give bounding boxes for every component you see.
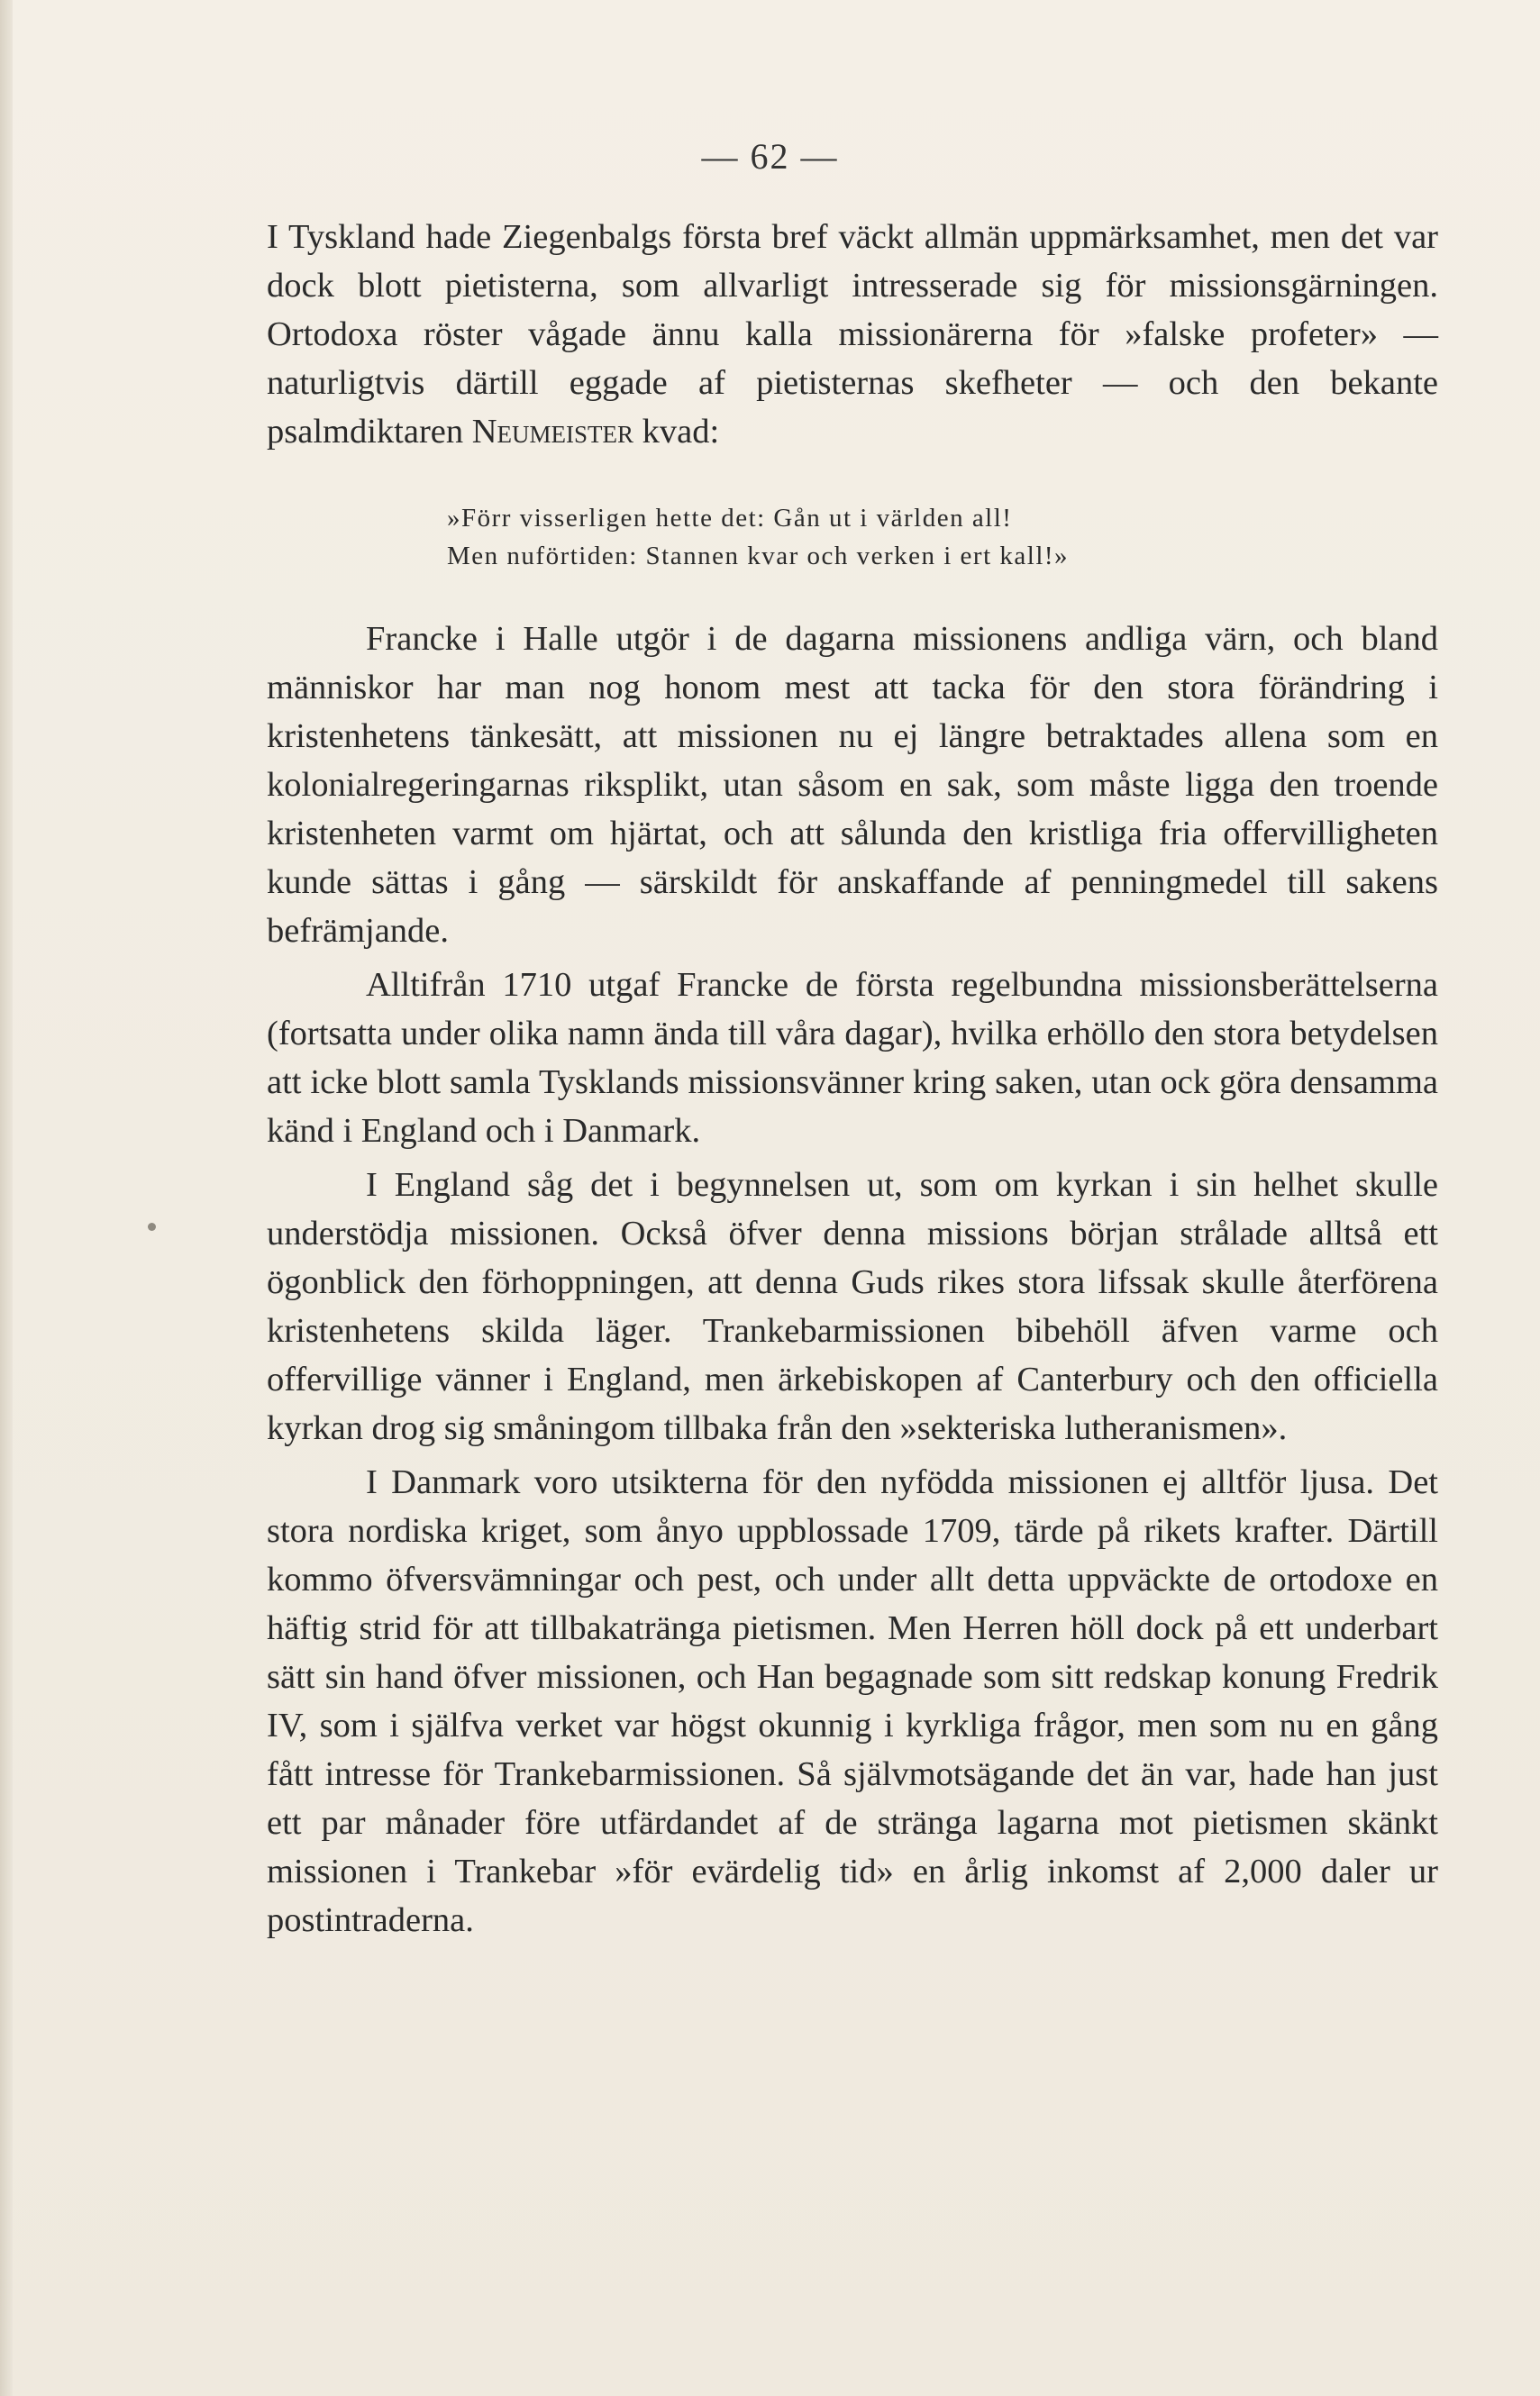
verse-line-2: Men nuförtiden: Stannen kvar och verken i ert kall!» [447, 542, 1070, 570]
neumeister-name: Neumeister [471, 413, 634, 451]
paragraph-missionsberattelser: Alltifrån 1710 utgaf Francke de första regelbundna missionsberättelserna (fortsatta under olika namn ända till våra dagar), hvilka erhöllo den stora betydelsen att icke blott samla Tysklands missionsvänner kring saken, utan ock göra densamma känd i England och i Danmark. [267, 966, 1438, 1150]
text-column [267, 213, 1438, 1945]
verse-quote [267, 499, 1438, 575]
paragraph-england: I England såg det i begynnelsen ut, som om kyrkan i sin helhet skulle understödja missionen. Också öfver denna missions början strålade alltså ett ögonblick den förhoppningen, att denna Guds rikes stora lifssak skulle återförena kristenhetens skilda läger. Trankebarmissionen bibehöll äfven varme och offervillige vänner i England, men ärkebiskopen af Canterbury och den officiella kyrkan drog sig småningom tillbaka från den »sekteriska lutheranismen». [267, 1166, 1438, 1447]
paragraph-tyskland [267, 213, 1438, 456]
page-edge-shadow [0, 0, 13, 2396]
paper-speck [148, 1223, 156, 1231]
page-number: — 62 — [701, 136, 839, 177]
verse-line-1: »Förr visserligen hette det: Gån ut i världen all! [447, 504, 1013, 533]
paragraph-danmark: I Danmark voro utsikterna för den nyfödda missionen ej alltför ljusa. Det stora nordiska kriget, som ånyo uppblossade 1709, tärde på rikets krafter. Därtill kommo öfversvämningar och pest, och under allt detta uppväckte de ortodoxe en häftig strid för att tillbakatränga pietismen. Men Herren höll dock på ett underbart sätt sin hand öfver missionen, och Han begagnade som sitt redskap konung Fredrik IV, som i själfva verket var högst okunnig i kyrkliga frågor, men som nu en gång fått intresse för Trankebarmissionen. Så självmotsägande det än var, hade han just ett par månader före utfärdandet af de stränga lagarna mot pietismen skänkt missionen i Trankebar »för evärdelig tid» en årlig inkomst af 2,000 daler ur postintraderna. [267, 1463, 1438, 1939]
paragraph-tyskland-text: I Tyskland hade Ziegenbalgs första bref väckt allmän uppmärksamhet, men det var dock blott pietisterna, som allvarligt intresserade sig för missionsgärningen. Ortodoxa röster vågade ännu kalla missionärerna för »falske profeter» — naturligtvis därtill eggade af pietisternas skefheter — och den bekante psalmdiktaren [267, 218, 1438, 451]
paragraph-francke: Francke i Halle utgör i de dagarna missionens andliga värn, och bland människor har man nog honom mest att tacka för den stora förändring i kristenhetens tänkesätt, att missionen nu ej längre betraktades allena som en kolonialregeringarnas riksplikt, utan såsom en sak, som måste ligga den troende kristenheten varmt om hjärtat, och att sålunda den kristliga fria offervilligheten kunde sättas i gång — särskildt för anskaffande af penningmedel till sakens befrämjande. [267, 620, 1438, 950]
paragraph-tyskland-tail: kvad: [633, 413, 720, 451]
